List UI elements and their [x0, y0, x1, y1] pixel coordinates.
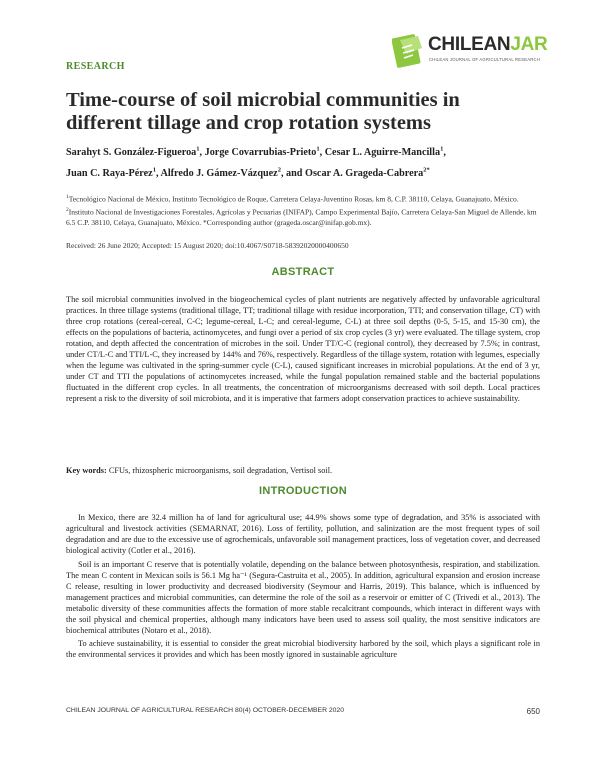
- introduction-heading: INTRODUCTION: [259, 485, 347, 497]
- journal-name-accent: JAR: [510, 34, 548, 55]
- affiliation: $^2$Instituto Nacional de Investigaciones Forestales, Agrícolas y Pecuarias (INIFAP), Campo Experimental Bajío, Carretera Celaya-San Miguel de Allende, km 6.5 C.P. 38110, Celaya, Guanajuato, México. *Corresponding author (grageda.oscar@inifap.gob.mx).: [66, 207, 537, 227]
- abstract-heading: ABSTRACT: [271, 266, 335, 278]
- journal-logo: [392, 30, 548, 70]
- author: Sarahyt S. González-Figueroa$^1$,: [66, 146, 205, 159]
- affiliation: $^1$Tecnológico Nacional de México, Instituto Tecnológico de Roque, Carretera Celaya-Juventino Rosas, km 8, C.P. 38110, Celaya, Guanajuato, México.: [66, 194, 519, 204]
- keywords-text: CFUs, rhizospheric microorganisms, soil degradation, Vertisol soil.: [106, 466, 333, 475]
- author-list: [66, 141, 536, 182]
- journal-mark-icon: [392, 30, 424, 68]
- author: Cesar L. Aguirre-Mancilla$^1$,: [324, 146, 446, 159]
- author: Oscar A. Grageda-Cabrera$^{2*}$: [305, 166, 430, 179]
- paragraph: To achieve sustainability, it is essential to consider the great microbial biodiversity harbored by the soil, which plays a significant role in the environmental services it provides and which has been mostly ignored in sustainable agriculture: [66, 639, 540, 660]
- abstract-text: The soil microbial communities involved in the biogeochemical cycles of plant nutrients are negatively affected by unfavorable agricultural practices. In three tillage systems (traditional tillage, TT; traditional tillage with residue incorporation, TTI; and conservation tillage, CT) with three crop rotations (cereal-cereal, C-C; legume-cereal, L-C; and cereal-legume, C-L) at three soil depths (0-5, 5-15, and 15-30 cm), the effects on the populations of bacteria, actinomycetes, and fungi over a period of six crop cycles (3 yr) were evaluated. The tillage system, crop rotation, and depth affected the concentration of microbes in the soil. Under TT/C-C (regional control), they decreased by 7.5%; in contrast, under CT/L-C and TTI/L-C, they increased by 144% and 76%, respectively. Regardless of the tillage system, rotation with legumes, especially when the legume was cultivated in the spring-summer cycle (C-L), caused significant increases in microbial populations. At the end of 3 yr, under CT and TTI the populations of actinomycetes increased, while the fungal population remained stable and the bacterial populations fluctuated in the different crop cycles. In all treatments, the concentration of microorganisms decreased with soil depth. Local practices represent a risk to the diversity of soil microbiota, and it is imperative that farmers adopt conservation practices to achieve sustainability.: [66, 295, 540, 403]
- keywords-label: Key words:: [66, 466, 107, 475]
- journal-name-main: CHILEAN: [428, 34, 511, 55]
- keywords: [66, 466, 540, 475]
- paragraph: Soil is an important C reserve that is potentially volatile, depending on the balance between photosynthesis, respiration, and stabilization. The mean C content in Mexican soils is 56.1 Mg ha⁻¹ (Segura-Castruita et al., 2005). In addition, agricultural expansion and erosion increase C release, resulting in lower productivity and decreased biodiversity (Seymour and Harris, 2019). This balance, which is influenced by management practices and microbial communities, can determine the role of the soil as a reservoir or emitter of C (Trivedi et al., 2013). The metabolic diversity of these communities affects the formation of more stable recalcitrant compounds, which interact in different ways with the soil physical and chemical properties, although many indicators have been used to assess soil quality, the most sensitive indicators are biochemical attributes (Notaro et al., 2018).: [66, 559, 540, 635]
- introduction-body: [66, 513, 540, 664]
- author: Jorge Covarrubias-Prieto$^1$,: [204, 146, 325, 159]
- journal-tagline: CHILEAN JOURNAL OF AGRICULTURAL RESEARCH: [429, 57, 540, 62]
- paragraph: In Mexico, there are 32.4 million ha of land for agricultural use; 44.9% shows some type of degradation, and 35% is associated with agricultural and livestock activities (SEMARNAT, 2016). Loss of fertility, pollution, and salinization are the most frequent types of soil degradation and are due to the excessive use of agrochemicals, unfavorable soil management practices, loss of vegetation cover, and decreased biological activity (Cotler et al., 2016).: [66, 513, 540, 555]
- footer-journal: CHILEAN JOURNAL OF AGRICULTURAL RESEARCH 80(4) OCTOBER-DECEMBER 2020: [66, 707, 344, 714]
- author: Juan C. Raya-Pérez$^1$,: [66, 166, 161, 179]
- page-footer: [66, 707, 540, 714]
- received-line: Received: 26 June 2020; Accepted: 15 August 2020; doi:10.4067/S0718-58392020000400650: [66, 241, 349, 250]
- article-title: Time-course of soil microbial communities in different tillage and crop rotation systems: [66, 89, 460, 134]
- author: Alfredo J. Gámez-Vázquez$^2$, and: [160, 166, 306, 179]
- section-label: RESEARCH: [66, 61, 125, 72]
- affiliations: [66, 192, 540, 229]
- page-number: 650: [526, 707, 540, 716]
- journal-name: [428, 34, 547, 56]
